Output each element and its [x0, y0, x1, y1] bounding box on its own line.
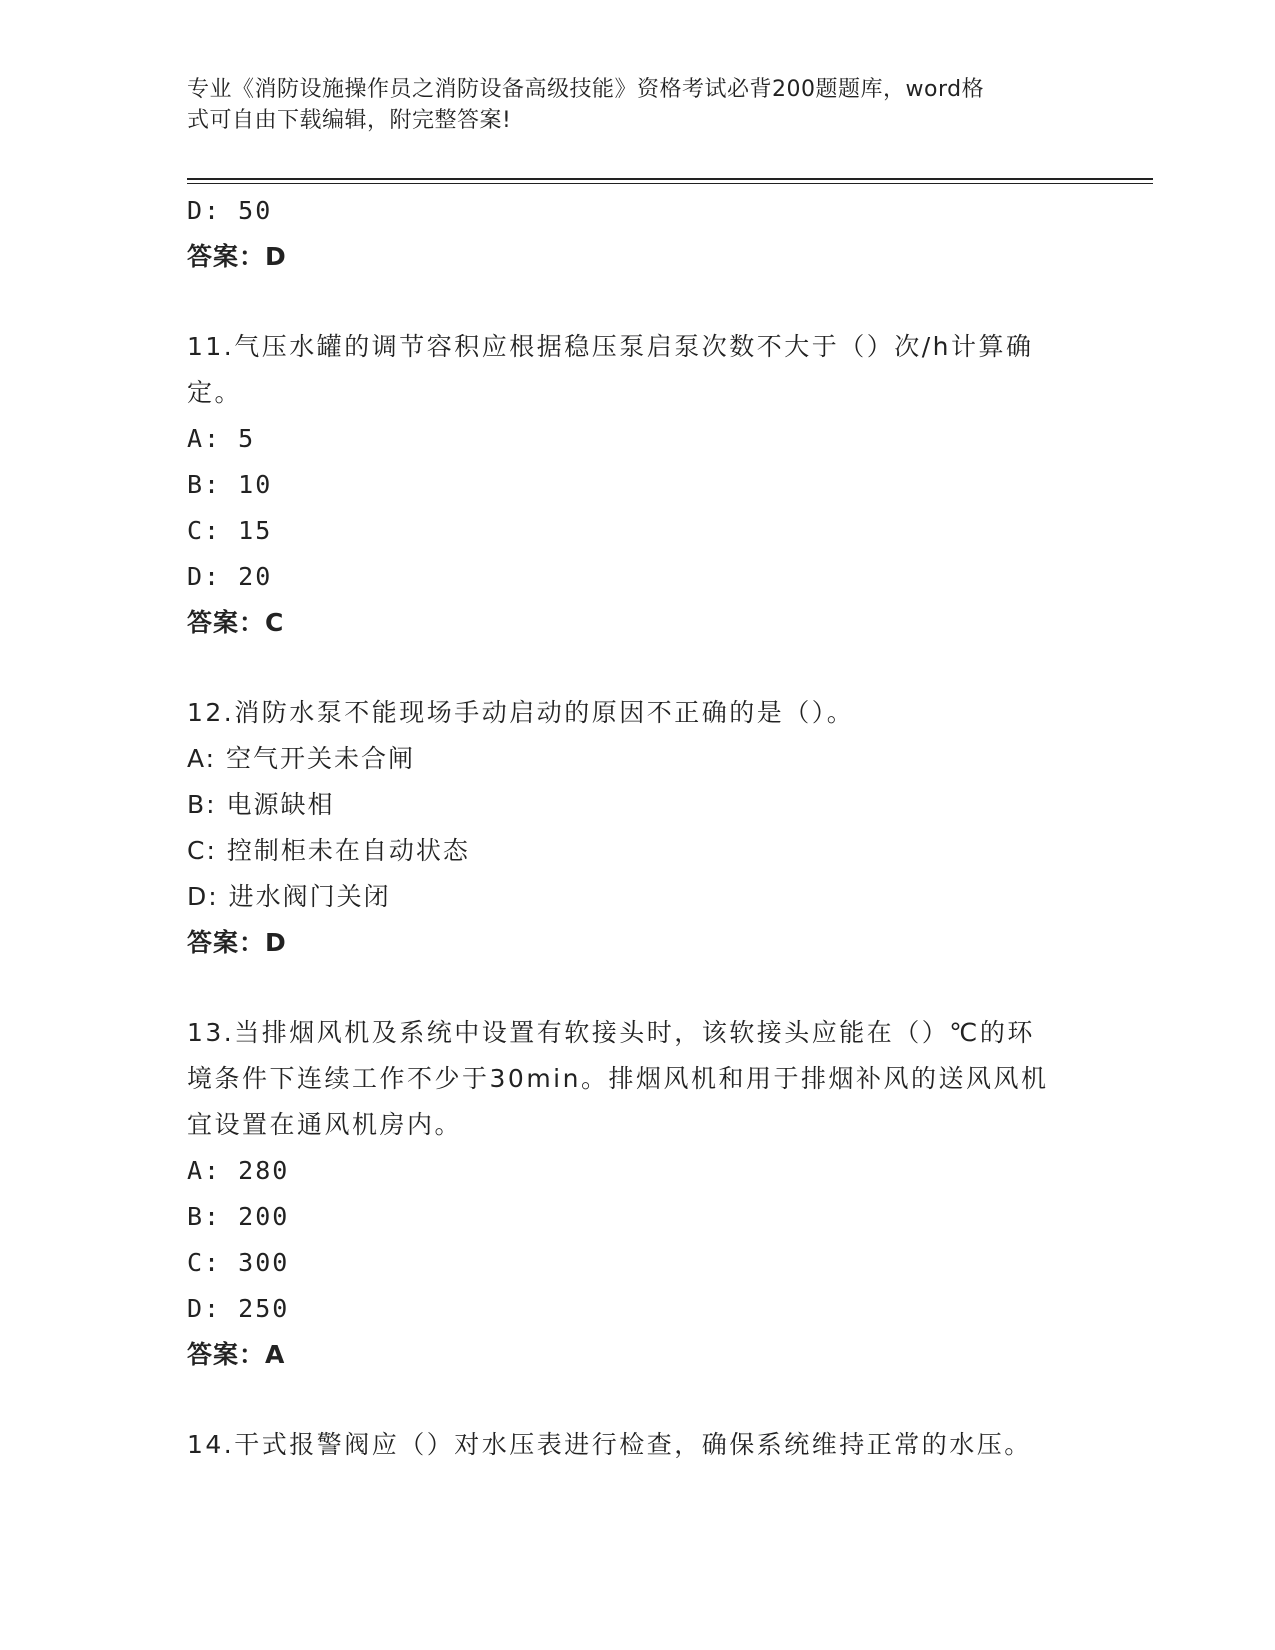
- question-stem-line: 12.消防水泵不能现场手动启动的原因不正确的是（）。: [187, 698, 855, 727]
- question-stem-line: 13.当排烟风机及系统中设置有软接头时，该软接头应能在（）℃的环: [187, 1018, 1035, 1047]
- header-line-2: 式可自由下载编辑，附完整答案!: [187, 108, 512, 133]
- option-c: C: 15: [187, 516, 273, 545]
- question-13: [187, 1010, 1087, 1378]
- spacer: [187, 280, 1087, 324]
- answer-line: 答案：D: [187, 242, 287, 271]
- option-c: C: 控制柜未在自动状态: [187, 836, 470, 865]
- question-14: [187, 1422, 1087, 1468]
- option-c: C: 300: [187, 1248, 290, 1277]
- question-10-tail: [187, 188, 1087, 280]
- question-list: [187, 188, 1087, 1468]
- question-12: [187, 690, 1087, 966]
- answer-line: 答案：C: [187, 608, 285, 637]
- answer-line: 答案：D: [187, 928, 287, 957]
- option-d: D: 50: [187, 196, 273, 225]
- option-a: A: 空气开关未合闸: [187, 744, 416, 773]
- option-b: B: 200: [187, 1202, 290, 1231]
- question-stem-line: 境条件下连续工作不少于30min。排烟风机和用于排烟补风的送风风机: [187, 1064, 1049, 1093]
- question-11: [187, 324, 1087, 646]
- header-divider-thick: [187, 178, 1153, 180]
- question-stem-line: 11.气压水罐的调节容积应根据稳压泵启泵次数不大于（）次/h计算确: [187, 332, 1034, 361]
- option-b: B: 10: [187, 470, 273, 499]
- spacer: [187, 646, 1087, 690]
- answer-line: 答案：A: [187, 1340, 286, 1369]
- spacer: [187, 1378, 1087, 1422]
- option-d: D: 250: [187, 1294, 290, 1323]
- question-stem-line: 14.干式报警阀应（）对水压表进行检查，确保系统维持正常的水压。: [187, 1430, 1032, 1459]
- option-d: D: 进水阀门关闭: [187, 882, 391, 911]
- header-divider-thin: [187, 183, 1153, 184]
- question-stem-line: 定。: [187, 378, 243, 407]
- option-a: A: 280: [187, 1156, 290, 1185]
- document-header: [187, 74, 1087, 136]
- option-d: D: 20: [187, 562, 273, 591]
- question-stem-line: 宜设置在通风机房内。: [187, 1110, 463, 1139]
- header-line-1: 专业《消防设施操作员之消防设备高级技能》资格考试必背200题题库，word格: [187, 77, 985, 102]
- option-a: A: 5: [187, 424, 256, 453]
- spacer: [187, 966, 1087, 1010]
- option-b: B: 电源缺相: [187, 790, 335, 819]
